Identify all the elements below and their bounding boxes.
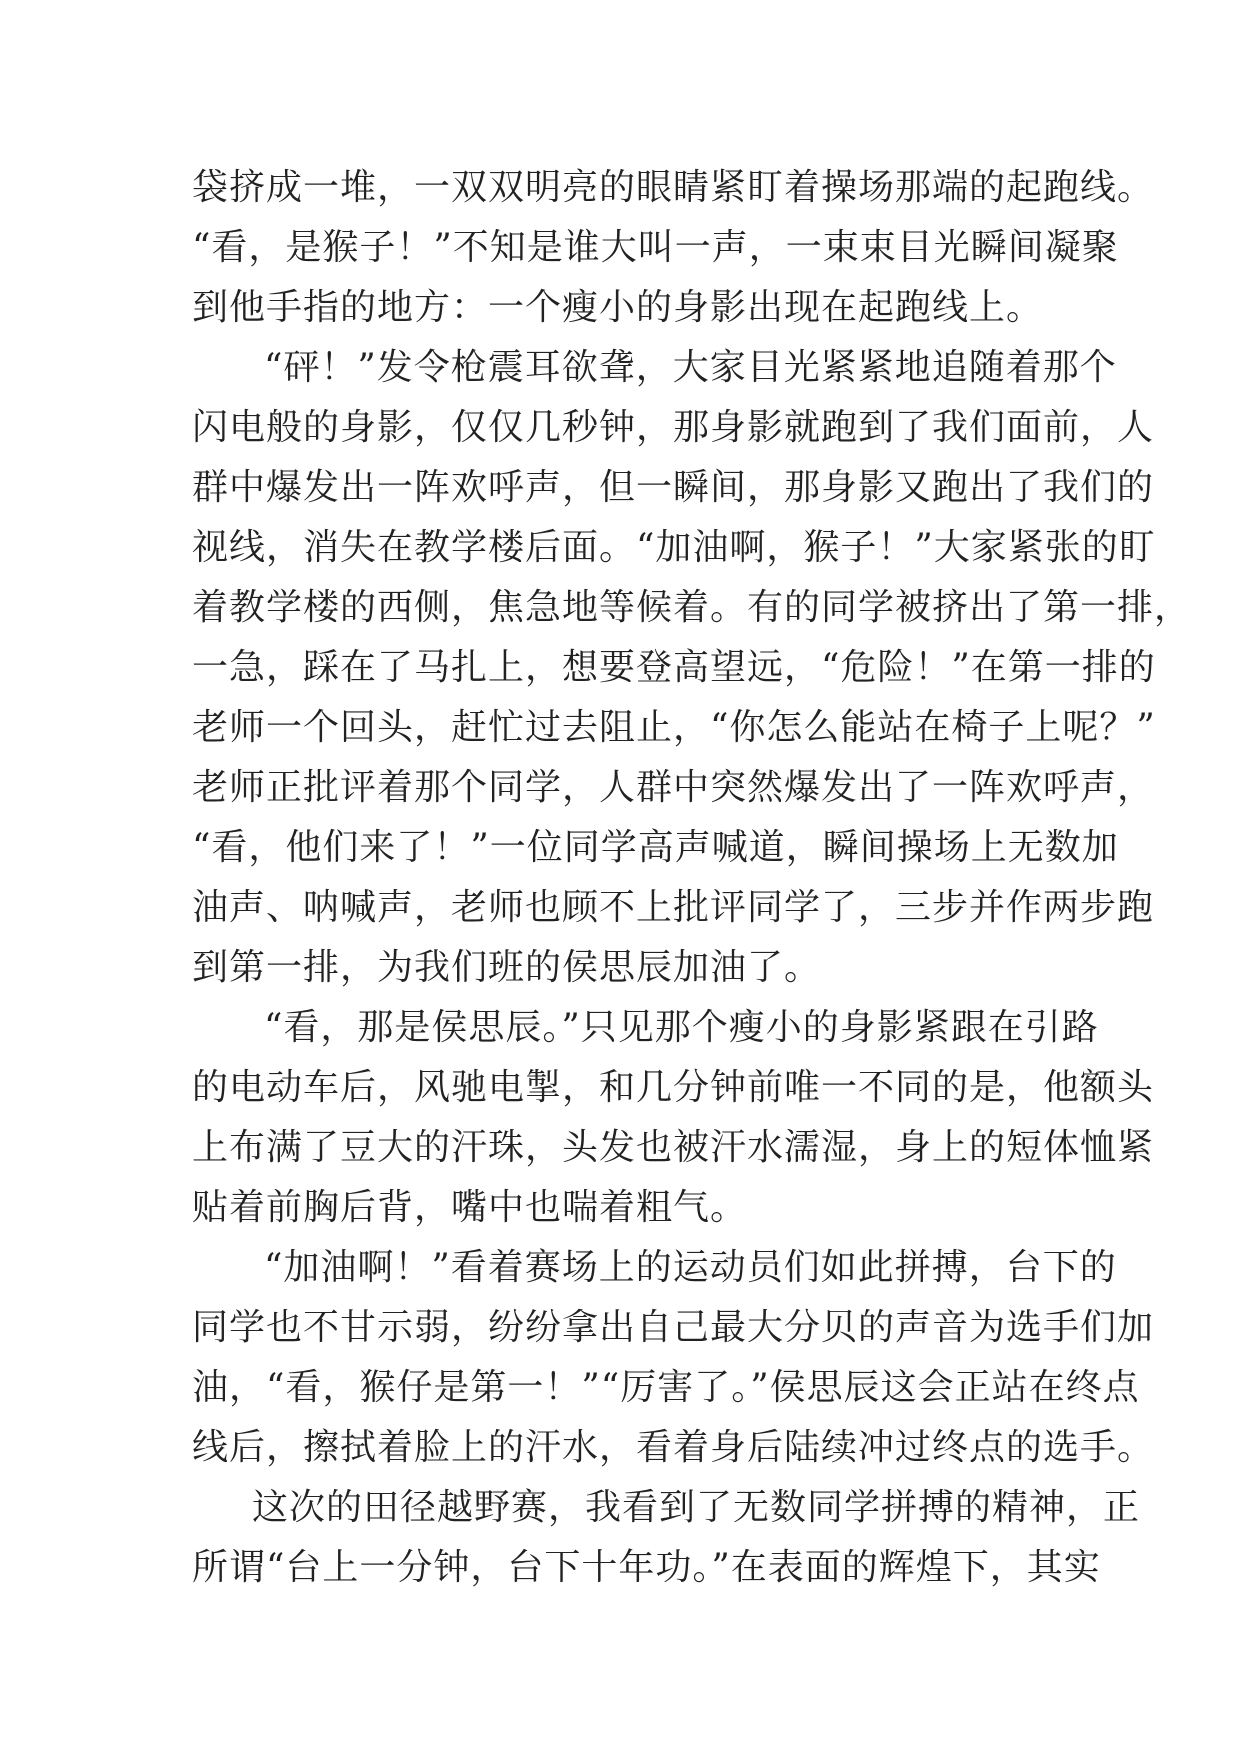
text-line: 着教学楼的西侧，焦急地等候着。有的同学被挤出了第一排，: [192, 587, 1192, 628]
text-line: 所谓“台上一分钟，台下十年功。”在表面的辉煌下，其实: [192, 1547, 1101, 1588]
text-line: 闪电般的身影，仅仅几秒钟，那身影就跑到了我们面前，人: [192, 407, 1155, 448]
text-line: 同学也不甘示弱，纷纷拿出自己最大分贝的声音为选手们加: [192, 1307, 1155, 1348]
paragraph-first-line: “加油啊！”看着赛场上的运动员们如此拼搏，台下的: [264, 1247, 1117, 1288]
text-line: 到第一排，为我们班的侯思辰加油了。: [192, 947, 822, 988]
text-line: “看，是猴子！”不知是谁大叫一声，一束束目光瞬间凝聚: [192, 227, 1119, 268]
text-line: 油声、呐喊声，老师也顾不上批评同学了，三步并作两步跑: [192, 887, 1155, 928]
text-line: 油，“看，猴仔是第一！”“厉害了。”侯思辰这会正站在终点: [192, 1367, 1140, 1408]
text-line: 上布满了豆大的汗珠，头发也被汗水濡湿，身上的短体恤紧: [192, 1127, 1155, 1168]
text-line: 视线，消失在教学楼后面。“加油啊，猴子！”大家紧张的盯: [192, 527, 1156, 568]
text-line: 贴着前胸后背，嘴中也喘着粗气。: [192, 1187, 748, 1228]
text-line: 袋挤成一堆，一双双明亮的眼睛紧盯着操场那端的起跑线。: [192, 167, 1155, 208]
paragraph-first-line: “看，那是侯思辰。”只见那个瘦小的身影紧跟在引路: [264, 1007, 1099, 1048]
text-line: 一急，踩在了马扎上，想要登高望远，“危险！”在第一排的: [192, 647, 1156, 688]
text-line: 老师正批评着那个同学，人群中突然爆发出了一阵欢呼声，: [192, 767, 1155, 808]
paragraph-first-line: “砰！”发令枪震耳欲聋，大家目光紧紧地追随着那个: [264, 347, 1117, 388]
text-line: 到他手指的地方：一个瘦小的身影出现在起跑线上。: [192, 287, 1044, 328]
paragraph-first-line: 这次的田径越野赛，我看到了无数同学拼搏的精神，正: [252, 1487, 1141, 1528]
body-text: [192, 158, 1192, 1598]
text-line: 线后，擦拭着脸上的汗水，看着身后陆续冲过终点的选手。: [192, 1427, 1155, 1468]
text-line: 群中爆发出一阵欢呼声，但一瞬间，那身影又跑出了我们的: [192, 467, 1155, 508]
text-line: 的电动车后，风驰电掣，和几分钟前唯一不同的是，他额头: [192, 1067, 1155, 1108]
text-line: 老师一个回头，赶忙过去阻止，“你怎么能站在椅子上呢？”: [192, 707, 1156, 748]
text-line: “看，他们来了！”一位同学高声喊道，瞬间操场上无数加: [192, 827, 1119, 868]
